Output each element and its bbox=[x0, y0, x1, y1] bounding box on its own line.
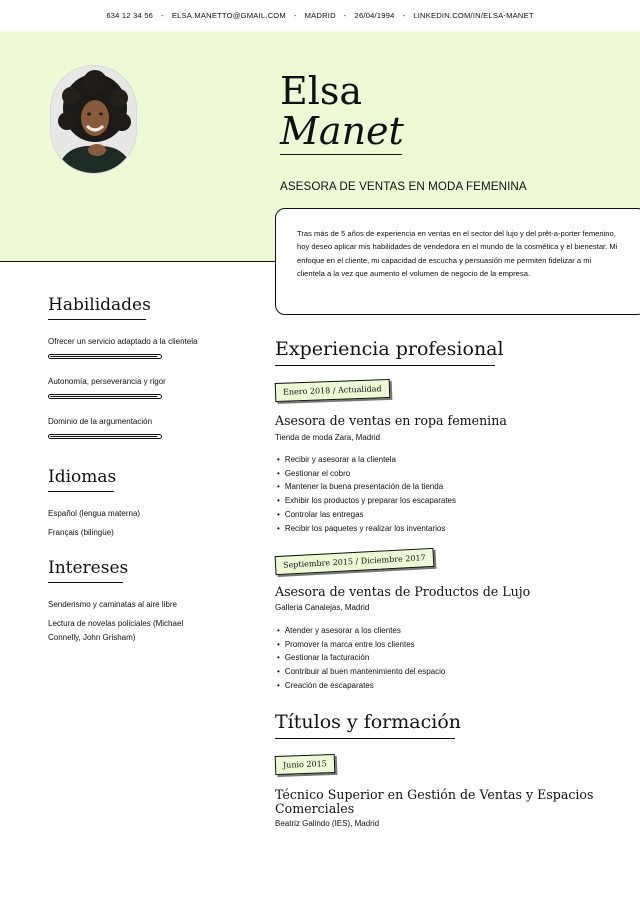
job-task: • Recibir y asesorar a la clientela bbox=[277, 453, 456, 467]
job-task: • Gestionar la facturación bbox=[277, 651, 445, 665]
contact-separator: - bbox=[402, 11, 406, 20]
contact-birthdate: 26/04/1994 bbox=[354, 11, 395, 20]
skill-bar bbox=[48, 434, 162, 439]
job-dates-tag: Enero 2018 / Actualidad bbox=[275, 379, 390, 402]
job-task-list bbox=[277, 453, 456, 535]
job-task: • Exhibir los productos y preparar los escaparates bbox=[277, 494, 456, 508]
skill-bar-fill bbox=[50, 396, 157, 397]
job-company: Galleria Canalejas, Madrid bbox=[275, 603, 370, 612]
skill-bar bbox=[48, 354, 162, 359]
interest-item: Lectura de novelas policiales (Michael Connelly, John Grisham) bbox=[48, 619, 184, 642]
education-date-tag: Junio 2015 bbox=[275, 754, 335, 775]
job-task: • Atender y asesorar a los clientes bbox=[277, 624, 445, 638]
job-task: • Gestionar el cobro bbox=[277, 467, 456, 481]
contact-separator: - bbox=[343, 11, 347, 20]
job-task: • Controlar las entregas bbox=[277, 508, 456, 522]
first-name: Elsa bbox=[280, 69, 363, 113]
experience-heading-underline bbox=[275, 365, 495, 366]
skill-bar-fill bbox=[50, 356, 157, 357]
skill-label: Dominio de la argumentación bbox=[48, 417, 153, 426]
job-task: • Recibir los paquetes y realizar los inventarios bbox=[277, 522, 456, 536]
contact-separator: - bbox=[161, 11, 164, 20]
job-role: Asesora de ventas en ropa femenina bbox=[275, 413, 507, 428]
job-task: • Promover la marca entre los clientes bbox=[277, 638, 445, 652]
job-dates-tag: Septiembre 2015 / Diciembre 2017 bbox=[275, 548, 434, 575]
interest-item: Senderismo y caminatas al aire libre bbox=[48, 600, 177, 609]
job-task-list bbox=[277, 624, 445, 693]
profile-summary: Tras más de 5 años de experiencia en ventas en el sector del lujo y del prêt-a-porter femenino, hoy deseo aplicar mis habilidades de vendedora en el mundo de la cosmética y el bienestar. Mi enfoque en el cliente, mi capacidad de escucha y persuasión me permiten fidelizar a mi clientela a la vez que aumento el volumen de negocio de la empresa. bbox=[275, 208, 640, 315]
skill-bar-fill bbox=[50, 436, 157, 437]
job-role: Asesora de ventas de Productos de Lujo bbox=[275, 584, 531, 599]
portrait-illustration bbox=[51, 66, 137, 174]
last-name: Manet bbox=[280, 109, 404, 153]
languages-heading: Idiomas bbox=[48, 467, 117, 487]
contact-city: MADRID bbox=[304, 11, 336, 20]
experience-heading: Experiencia profesional bbox=[275, 338, 504, 360]
contact-linkedin[interactable]: LINKEDIN.COM/IN/ELSA-MANET bbox=[413, 11, 534, 20]
contact-separator: - bbox=[293, 11, 297, 20]
languages-heading-underline bbox=[48, 491, 114, 492]
skills-heading-underline bbox=[48, 319, 146, 320]
education-heading-underline bbox=[275, 738, 455, 739]
contact-phone: 634 12 34 56 bbox=[106, 11, 154, 20]
job-company: Tienda de moda Zara, Madrid bbox=[275, 433, 381, 442]
skill-bar bbox=[48, 394, 162, 399]
interests-heading-underline bbox=[48, 582, 123, 583]
skills-heading: Habilidades bbox=[48, 295, 151, 315]
contact-email[interactable]: ELSA.MANETTO@GMAIL.COM bbox=[171, 11, 286, 20]
name-underline bbox=[280, 154, 402, 155]
header-divider bbox=[0, 261, 276, 262]
education-school: Beatriz Galindo (IES), Madrid bbox=[275, 819, 380, 828]
language-item: Español (lengua materna) bbox=[48, 509, 141, 518]
language-item: Français (bilingüe) bbox=[48, 528, 114, 537]
education-heading: Títulos y formación bbox=[275, 711, 461, 733]
job-task: • Creación de escaparates bbox=[277, 679, 445, 693]
education-degree: Técnico Superior en Gestión de Ventas y Espacios Comerciales bbox=[275, 787, 594, 816]
profile-photo bbox=[50, 65, 137, 174]
job-task: • Mantener la buena presentación de la tienda bbox=[277, 480, 456, 494]
job-task: • Contribuir al buen mantenimiento del espacio bbox=[277, 665, 445, 679]
job-title: ASESORA DE VENTAS EN MODA FEMENINA bbox=[280, 180, 527, 193]
contact-bar bbox=[0, 0, 640, 31]
interests-heading: Intereses bbox=[48, 558, 129, 578]
skill-label: Autonomía, perseverancia y rigor bbox=[48, 377, 166, 386]
skill-label: Ofrecer un servicio adaptado a la clientela bbox=[48, 337, 198, 346]
